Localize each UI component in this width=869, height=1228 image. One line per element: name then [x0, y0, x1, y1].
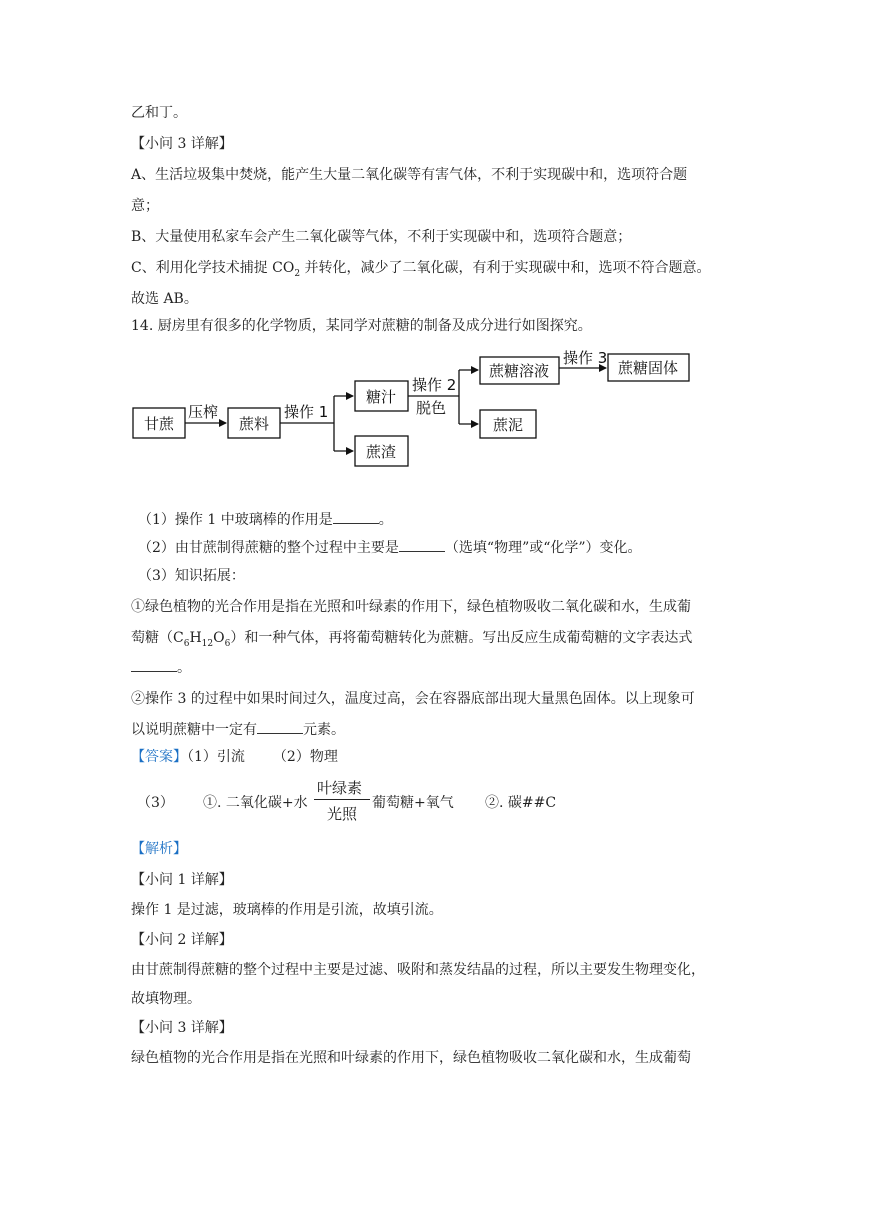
question-title: 14. 厨房里有很多的化学物质，某同学对蔗糖的制备及成分进行如图探究。	[131, 318, 592, 334]
text-line: ②操作 3 的过程中如果时间过久，温度过高，会在容器底部出现大量黑色固体。以上现象可	[131, 691, 695, 707]
text-fragment: H	[189, 630, 202, 646]
label: 蔗糖固体	[617, 359, 679, 377]
answer-blank	[333, 509, 379, 524]
products: 葡萄糖+氧气	[372, 795, 454, 811]
text-fragment: （选填“物理”或“化学”）变化。	[444, 540, 642, 556]
text-fragment: 元素。	[303, 722, 345, 738]
text-fragment: （1）操作 1 中玻璃棒的作用是	[138, 512, 333, 528]
label: 蔗糖溶液	[488, 362, 550, 380]
text-line: ①绿色植物的光合作用是指在光照和叶绿素的作用下，绿色植物吸收二氧化碳和水，生成葡	[131, 599, 691, 615]
text-line: 乙和丁。	[131, 105, 187, 121]
label: 操作 1	[284, 403, 329, 421]
answer-3-2: ②. 碳##C	[485, 795, 557, 811]
answer-3-label: （3）	[137, 795, 174, 811]
text-line: 绿色植物的光合作用是指在光照和叶绿素的作用下，绿色植物吸收二氧化碳和水，生成葡萄	[131, 1050, 691, 1066]
label: 脱色	[416, 399, 447, 417]
text-line: B、大量使用私家车会产生二氧化碳等气体，不利于实现碳中和，选项符合题意；	[131, 229, 632, 245]
condition-bottom: 光照	[327, 805, 358, 823]
label: 糖汁	[365, 388, 397, 406]
text-line	[131, 657, 191, 678]
answer-line	[131, 747, 338, 767]
text-line: 故填物理。	[131, 991, 201, 1007]
text-fragment: 以说明蔗糖中一定有	[131, 722, 257, 738]
text-fragment: 萄糖（C	[131, 630, 184, 646]
text-fragment: 。	[378, 512, 393, 528]
text-line: 故选 AB。	[131, 291, 198, 307]
text-line	[131, 719, 345, 740]
answer-tag: 【答案】	[131, 749, 187, 765]
text-fragment: ）和一种气体，再将葡萄糖转化为蔗糖。写出反应生成葡萄糖的文字表达式	[230, 630, 693, 646]
text-line	[131, 258, 711, 284]
question-3: （3）知识拓展：	[138, 568, 245, 584]
label: 蔗渣	[365, 443, 397, 461]
process-flow-diagram	[0, 340, 869, 480]
label: 操作 3	[563, 349, 608, 367]
label: 蔗泥	[492, 416, 524, 434]
text-line: 由甘蔗制得蔗糖的整个过程中主要是过滤、吸附和蒸发结晶的过程，所以主要发生物理变化，	[131, 962, 705, 978]
label: 甘蔗	[143, 415, 175, 433]
label: 蔗料	[238, 415, 270, 433]
word-equation	[131, 776, 571, 832]
section-heading: 【小问 3 详解】	[131, 136, 233, 152]
text-fragment: （2）由甘蔗制得蔗糖的整个过程中主要是	[138, 540, 399, 556]
answer-blank	[399, 537, 445, 552]
section-heading: 【小问 1 详解】	[131, 872, 233, 888]
text-line: 操作 1 是过滤，玻璃棒的作用是引流，故填引流。	[131, 902, 443, 918]
label: 操作 2	[412, 376, 457, 394]
text-fragment: O	[213, 630, 225, 646]
question-1	[138, 509, 393, 530]
answer-1: （1）引流	[187, 749, 245, 765]
subscript: 6	[224, 638, 231, 649]
reactants: ①. 二氧化碳+水	[203, 795, 308, 811]
text-fragment: 并转化，减少了二氧化碳，有利于实现碳中和，选项不符合题意。	[300, 260, 711, 276]
text-line: A、生活垃圾集中焚烧，能产生大量二氧化碳等有害气体，不利于实现碳中和，选项符合题	[131, 167, 688, 183]
subscript: 6	[183, 638, 190, 649]
subscript: 2	[294, 268, 301, 279]
answer-2: （2）物理	[272, 749, 338, 765]
answer-blank	[257, 719, 303, 734]
condition-top: 叶绿素	[317, 779, 363, 797]
section-heading: 【小问 2 详解】	[131, 932, 233, 948]
subscript: 12	[201, 638, 214, 649]
section-heading: 【小问 3 详解】	[131, 1020, 233, 1036]
text-fragment: 。	[177, 660, 191, 676]
text-fragment: C、利用化学技术捕捉 CO	[131, 260, 295, 276]
answer-blank	[131, 657, 177, 672]
text-line	[131, 628, 692, 654]
analysis-tag: 【解析】	[131, 841, 187, 857]
question-2	[138, 537, 642, 558]
text-line: 意；	[131, 198, 159, 214]
label: 压榨	[188, 403, 219, 421]
reaction-bar	[314, 799, 370, 800]
